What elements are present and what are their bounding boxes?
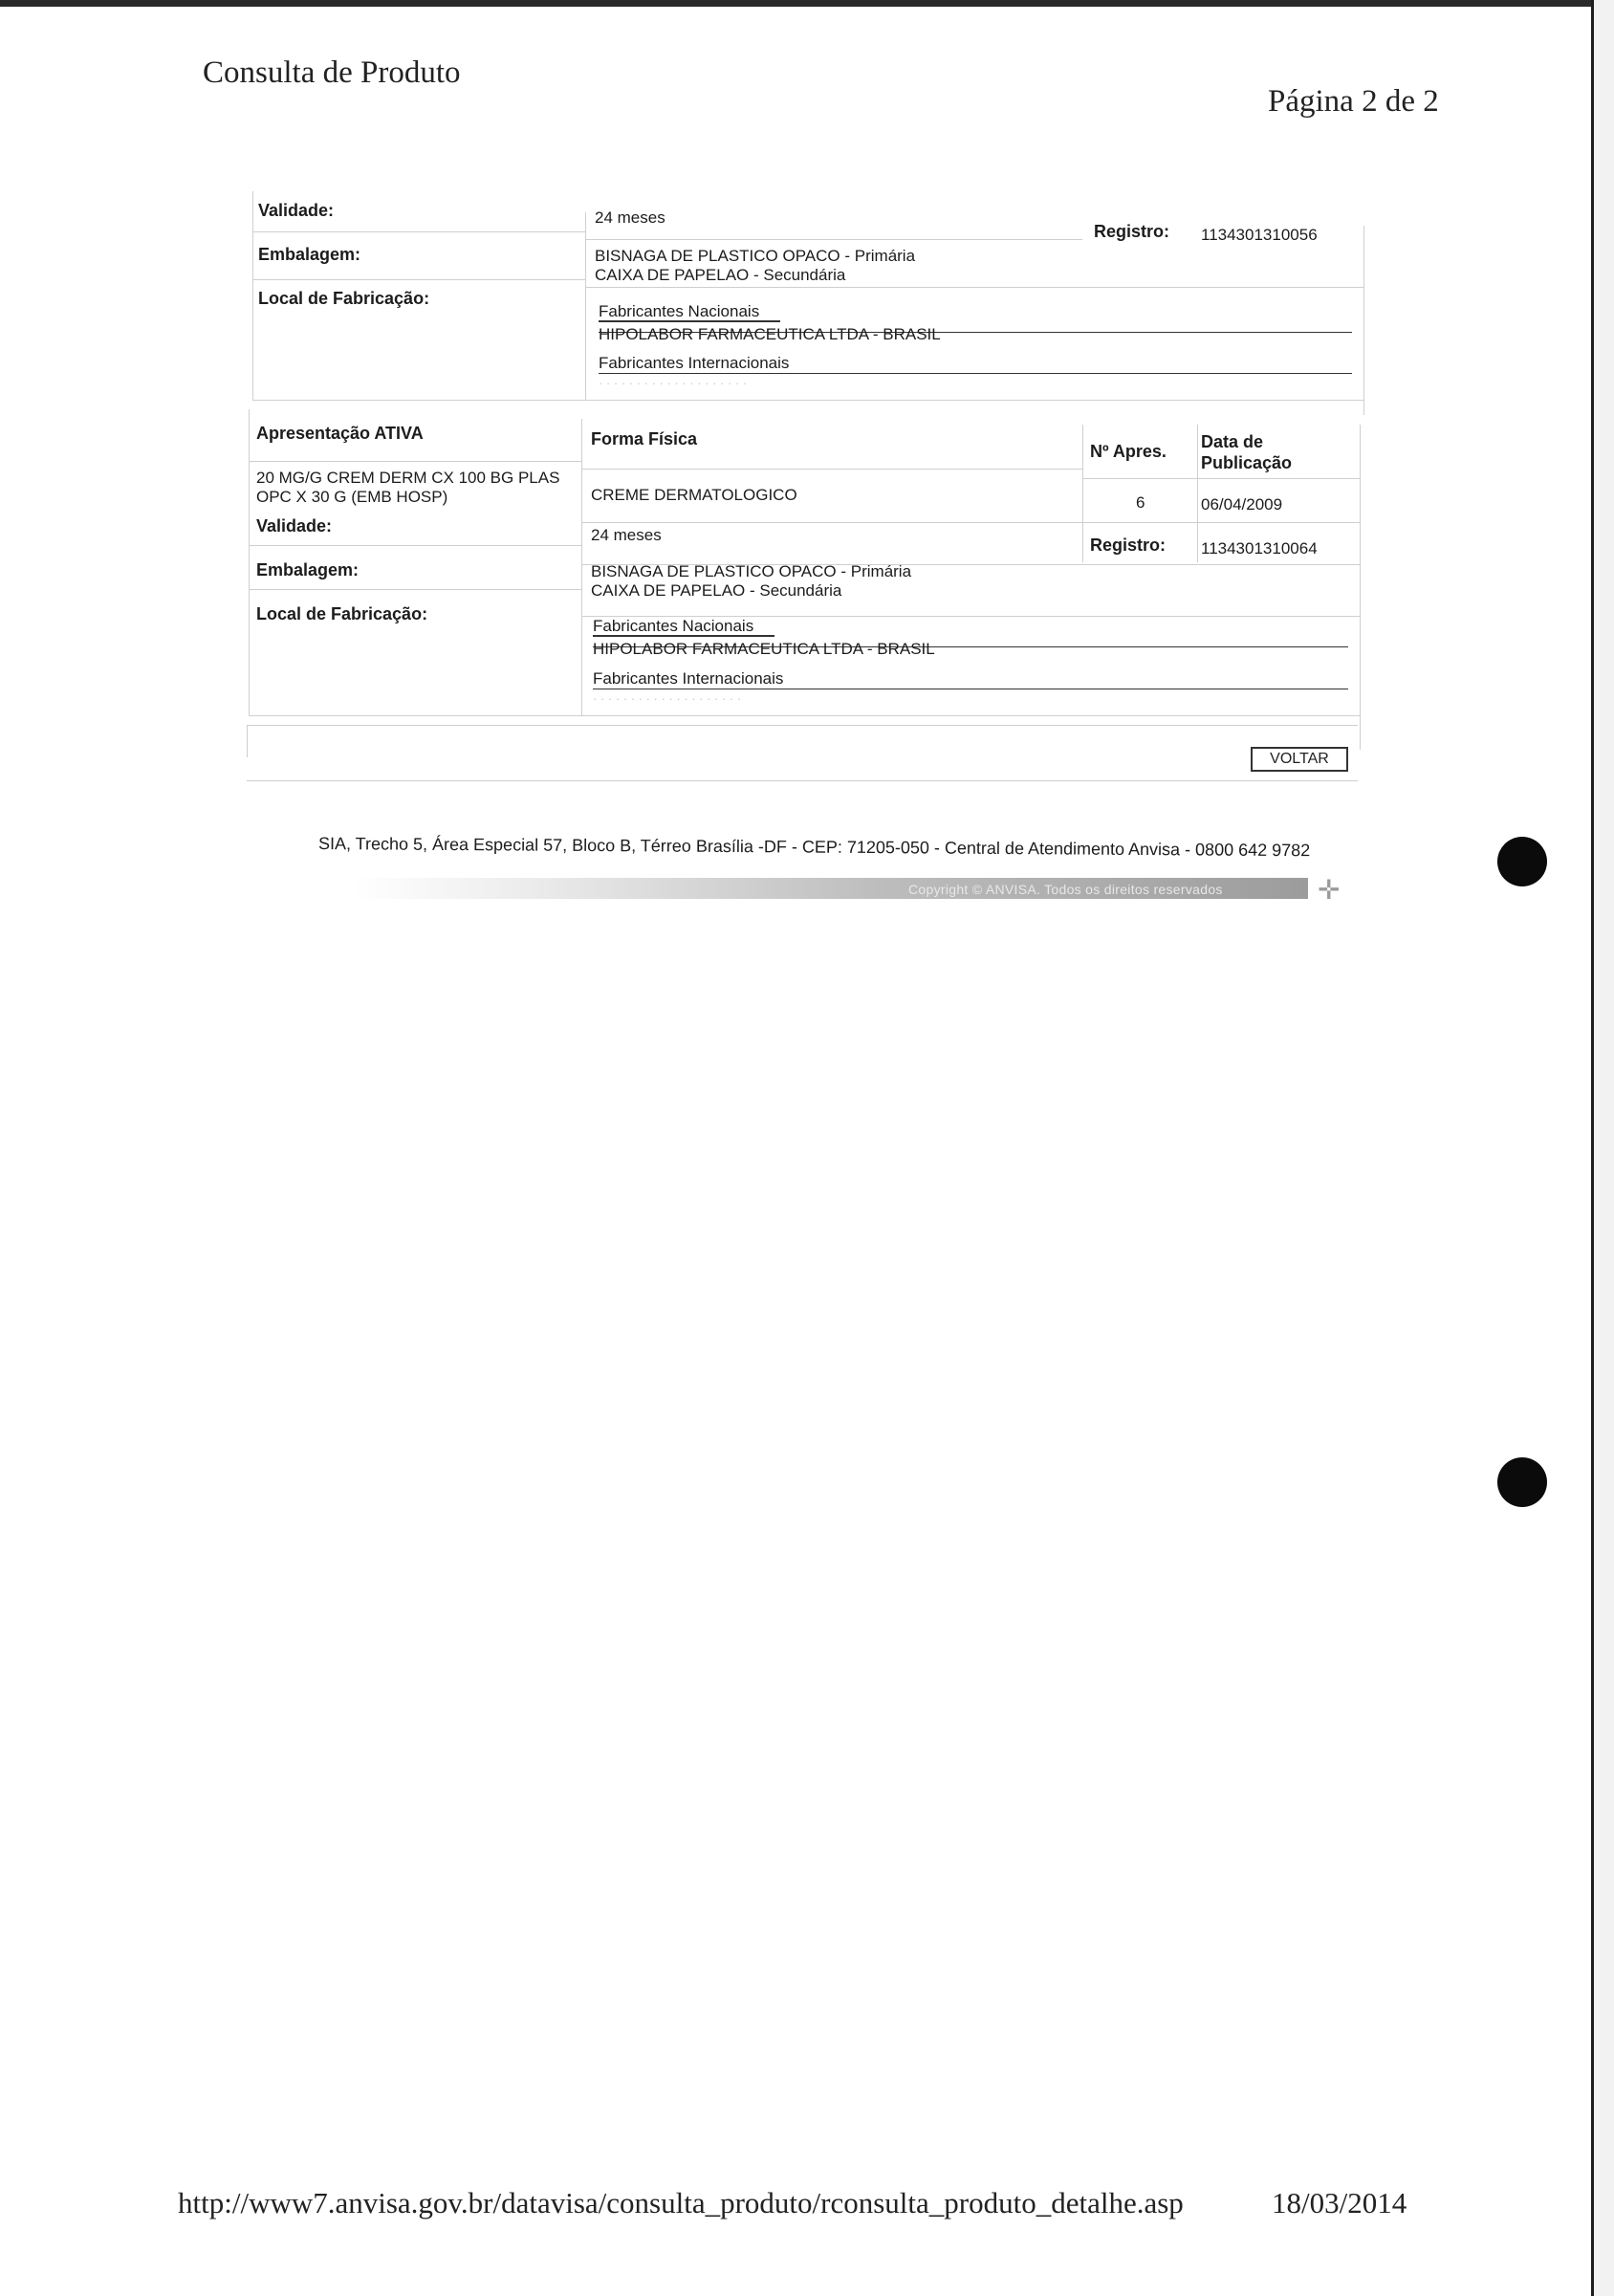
local-fabricacao-label: Local de Fabricação: [258, 289, 430, 308]
punch-hole-icon [1497, 1457, 1547, 1507]
apresentacao-label: Apresentação ATIVA [256, 424, 424, 443]
print-footer-date: 18/03/2014 [1272, 2186, 1407, 2219]
data-publicacao-value: 06/04/2009 [1201, 495, 1283, 514]
data-publicacao-label-line2: Publicação [1201, 453, 1293, 472]
anvisa-cross-icon: ✛ [1318, 875, 1341, 905]
copyright-text: Copyright © ANVISA. Todos os direitos reservados [908, 882, 1223, 897]
embalagem-label: Embalagem: [256, 560, 360, 579]
n-apres-label: Nº Apres. [1090, 442, 1167, 461]
faint-scan-text: · · · · · · · · · · · · · · · · · · · · [593, 691, 742, 706]
embalagem-secundaria: CAIXA DE PAPELAO - Secundária [595, 266, 846, 284]
embalagem-primaria: BISNAGA DE PLASTICO OPACO - Primária [595, 247, 916, 265]
punch-hole-icon [1497, 837, 1547, 886]
fabricante-nacional-value: HIPOLABOR FARMACEUTICA LTDA - BRASIL [599, 325, 941, 343]
validade-value: 24 meses [595, 208, 665, 227]
embalagem-label: Embalagem: [258, 245, 361, 264]
registro-label: Registro: [1090, 536, 1167, 555]
registro-label: Registro: [1094, 222, 1170, 241]
apresentacao-value: 20 MG/G CREM DERM CX 100 BG PLAS OPC X 30 G (EMB HOSP) [256, 469, 560, 506]
validade-value: 24 meses [591, 526, 662, 544]
faint-scan-text: · · · · · · · · · · · · · · · · · · · · [599, 376, 748, 390]
fabricantes-internacionais-label: Fabricantes Internacionais [599, 354, 790, 372]
n-apres-value: 6 [1136, 493, 1145, 512]
registro-value: 1134301310056 [1201, 226, 1318, 244]
fabricantes-nacionais-label: Fabricantes Nacionais [599, 302, 760, 320]
embalagem-secundaria: CAIXA DE PAPELAO - Secundária [591, 581, 842, 600]
print-footer-url: http://www7.anvisa.gov.br/datavisa/consulta_produto/rconsulta_produto_detalhe.asp [178, 2186, 1184, 2219]
validade-label: Validade: [256, 516, 333, 536]
forma-fisica-value: CREME DERMATOLOGICO [591, 486, 797, 504]
forma-fisica-label: Forma Física [591, 429, 698, 448]
fabricante-nacional-value: HIPOLABOR FARMACEUTICA LTDA - BRASIL [593, 640, 935, 658]
embalagem-primaria: BISNAGA DE PLASTICO OPACO - Primária [591, 562, 912, 580]
registro-value: 1134301310064 [1201, 539, 1318, 558]
print-header-title: Consulta de Produto [203, 55, 461, 90]
fabricantes-internacionais-label: Fabricantes Internacionais [593, 669, 784, 688]
voltar-button[interactable]: VOLTAR [1251, 747, 1348, 772]
scan-right-edge [1591, 0, 1614, 2296]
print-header-page: Página 2 de 2 [1268, 84, 1439, 119]
local-fabricacao-label: Local de Fabricação: [256, 604, 428, 623]
data-publicacao-label-line1: Data de [1201, 432, 1264, 451]
validade-label: Validade: [258, 201, 335, 220]
fabricantes-nacionais-label: Fabricantes Nacionais [593, 617, 754, 635]
scan-top-edge [0, 0, 1614, 7]
site-address: SIA, Trecho 5, Área Especial 57, Bloco B, Térreo Brasília -DF - CEP: 71205-050 - Central de Atendimento Anvisa - 0800 642 9782 [317, 834, 1311, 861]
